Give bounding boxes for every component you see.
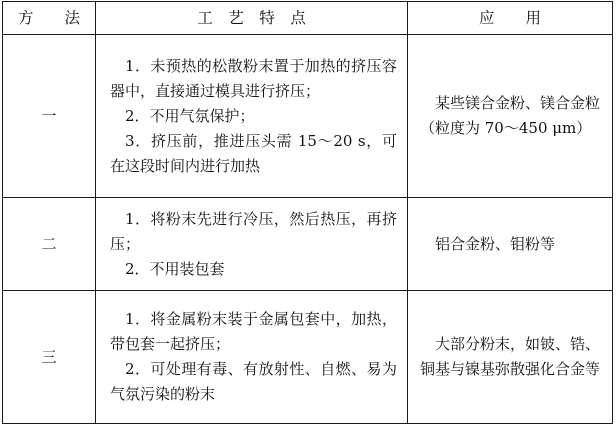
features-cell — [96, 291, 408, 424]
feature-item: 2．可处理有毒、有放射性、自燃、易为气氛污染的粉末 — [110, 360, 397, 403]
table-row — [3, 35, 613, 198]
application-text: 铝合金粉、钼粉等 — [435, 234, 556, 253]
application-text: 大部分粉末，如铍、锆、铜基与镍基弥散强化合金等 — [420, 335, 601, 378]
method-cell: 三 — [3, 291, 96, 424]
table-header-row — [3, 2, 613, 35]
extrusion-methods-table — [2, 1, 613, 424]
application-cell — [408, 35, 613, 198]
application-cell — [408, 291, 613, 424]
feature-item: 1．将粉末先进行冷压，然后热压，再挤压； — [110, 209, 397, 253]
feature-item: 2．不用装包套 — [125, 259, 225, 278]
header-features: 工 艺 特 点 — [96, 2, 408, 35]
feature-item: 1．未预热的松散粉末置于加热的挤压容器中，直接通过模具进行挤压； — [110, 56, 397, 100]
header-method: 方 法 — [3, 2, 96, 35]
method-cell: 二 — [3, 198, 96, 291]
features-cell — [96, 198, 408, 291]
feature-item: 3．挤压前，推进压头需 15～20 s，可在这段时间内进行加热 — [110, 131, 397, 175]
header-application: 应 用 — [408, 2, 613, 35]
feature-item: 1．将金属粉末装于金属包套中，加热，带包套一起挤压； — [110, 310, 397, 353]
features-cell — [96, 35, 408, 198]
method-cell: 一 — [3, 35, 96, 198]
feature-item: 2．不用气氛保护； — [125, 106, 255, 125]
table-row — [3, 291, 613, 424]
application-cell — [408, 198, 613, 291]
application-text: 某些镁合金粉、镁合金粒（粒度为 70～450 μm） — [420, 94, 601, 137]
table-row — [3, 198, 613, 291]
